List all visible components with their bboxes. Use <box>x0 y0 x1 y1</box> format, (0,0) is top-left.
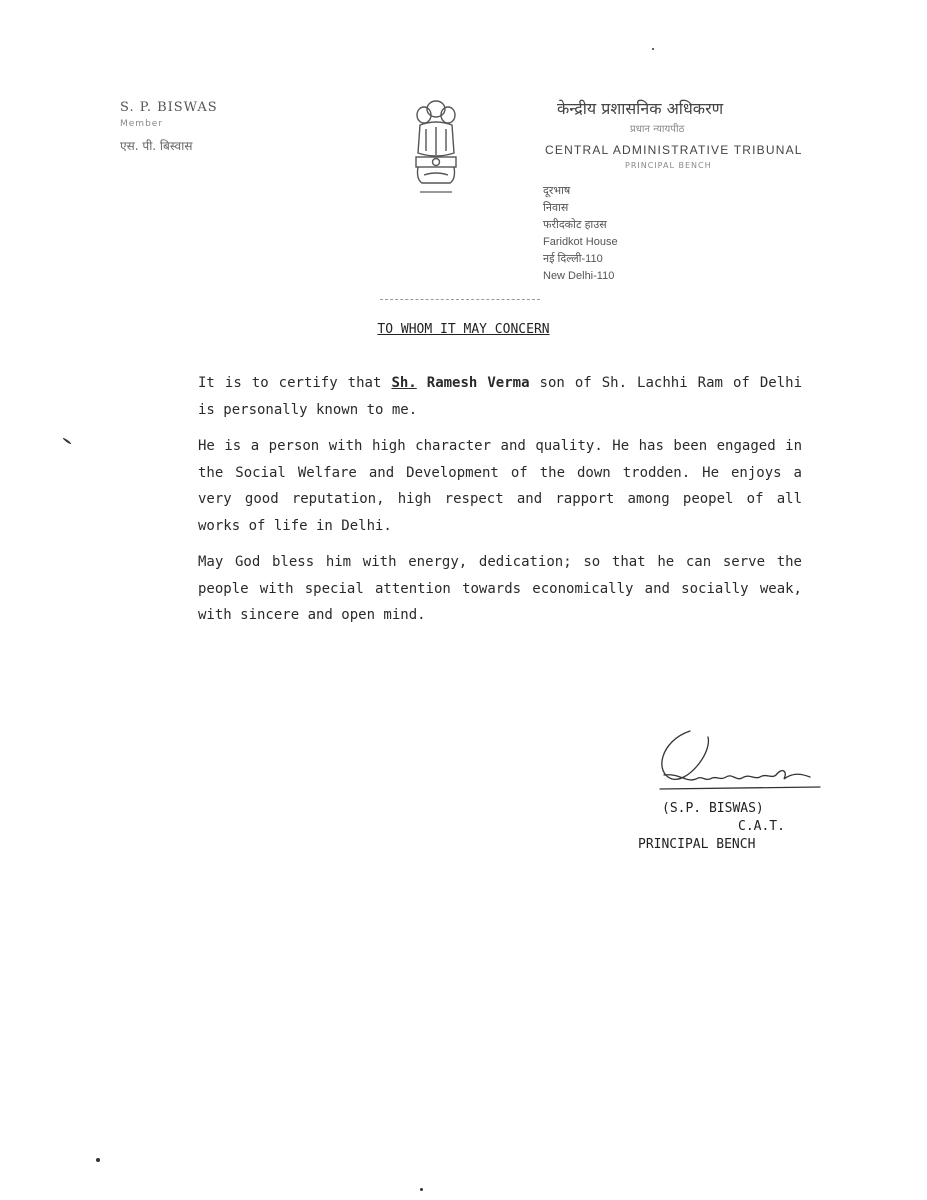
address-line: दूरभाष <box>543 185 571 197</box>
letterhead-right <box>545 97 845 170</box>
signatory-bench: PRINCIPAL BENCH <box>638 837 756 852</box>
address-line: New Delhi-110 <box>543 270 615 282</box>
sender-name: S. P. BISWAS <box>120 100 218 115</box>
letterhead-address <box>543 183 823 285</box>
scan-speck <box>96 1158 100 1162</box>
signatory-org: C.A.T. <box>738 819 785 834</box>
letter-body <box>198 370 802 639</box>
signatory-name: (S.P. BISWAS) <box>662 801 764 816</box>
header-divider <box>380 299 540 300</box>
tribunal-english-title: CENTRAL ADMINISTRATIVE TRIBUNAL <box>545 143 803 157</box>
signature-block <box>630 800 810 854</box>
p1-name: Ramesh Verma <box>426 375 530 391</box>
scan-speck <box>420 1188 423 1191</box>
tribunal-english-subtitle: PRINCIPAL BENCH <box>625 161 712 170</box>
address-line: फरीदकोट हाउस <box>543 219 607 231</box>
sender-hindi-name: एस. पी. बिस्वास <box>120 139 193 153</box>
sender-designation: Member <box>120 119 164 129</box>
p1-pre: It is to certify that <box>198 375 392 391</box>
p1-post: son of Sh. Lachhi Ram of Delhi is personally known to me. <box>198 375 802 418</box>
address-line: नई दिल्ली-110 <box>543 253 603 265</box>
letter-heading <box>0 322 927 337</box>
tribunal-hindi-subtitle: प्रधान न्यायपीठ <box>630 124 685 135</box>
handwritten-signature-icon <box>650 723 825 798</box>
letterhead-left <box>120 100 320 154</box>
paragraph-1 <box>198 370 802 423</box>
heading-text: TO WHOM IT MAY CONCERN <box>377 322 550 337</box>
tribunal-hindi-title: केन्द्रीय प्रशासनिक अधिकरण <box>557 99 724 118</box>
paragraph-2: He is a person with high character and quality. He has been engaged in the Social Welfare and Development of the down trodden. He enjoys a very good reputation, high respect and rapport among peopel of all works of life in Delhi. <box>198 438 802 534</box>
address-line: Faridkot House <box>543 236 618 248</box>
address-line: निवास <box>543 202 569 214</box>
national-emblem-icon <box>408 95 464 205</box>
scan-speck <box>652 48 654 50</box>
paragraph-3: May God bless him with energy, dedication; so that he can serve the people with special attention towards economically and socially weak, with sincere and open mind. <box>198 554 802 623</box>
p1-name-prefix: Sh. <box>391 375 417 391</box>
scan-speck <box>62 437 71 444</box>
